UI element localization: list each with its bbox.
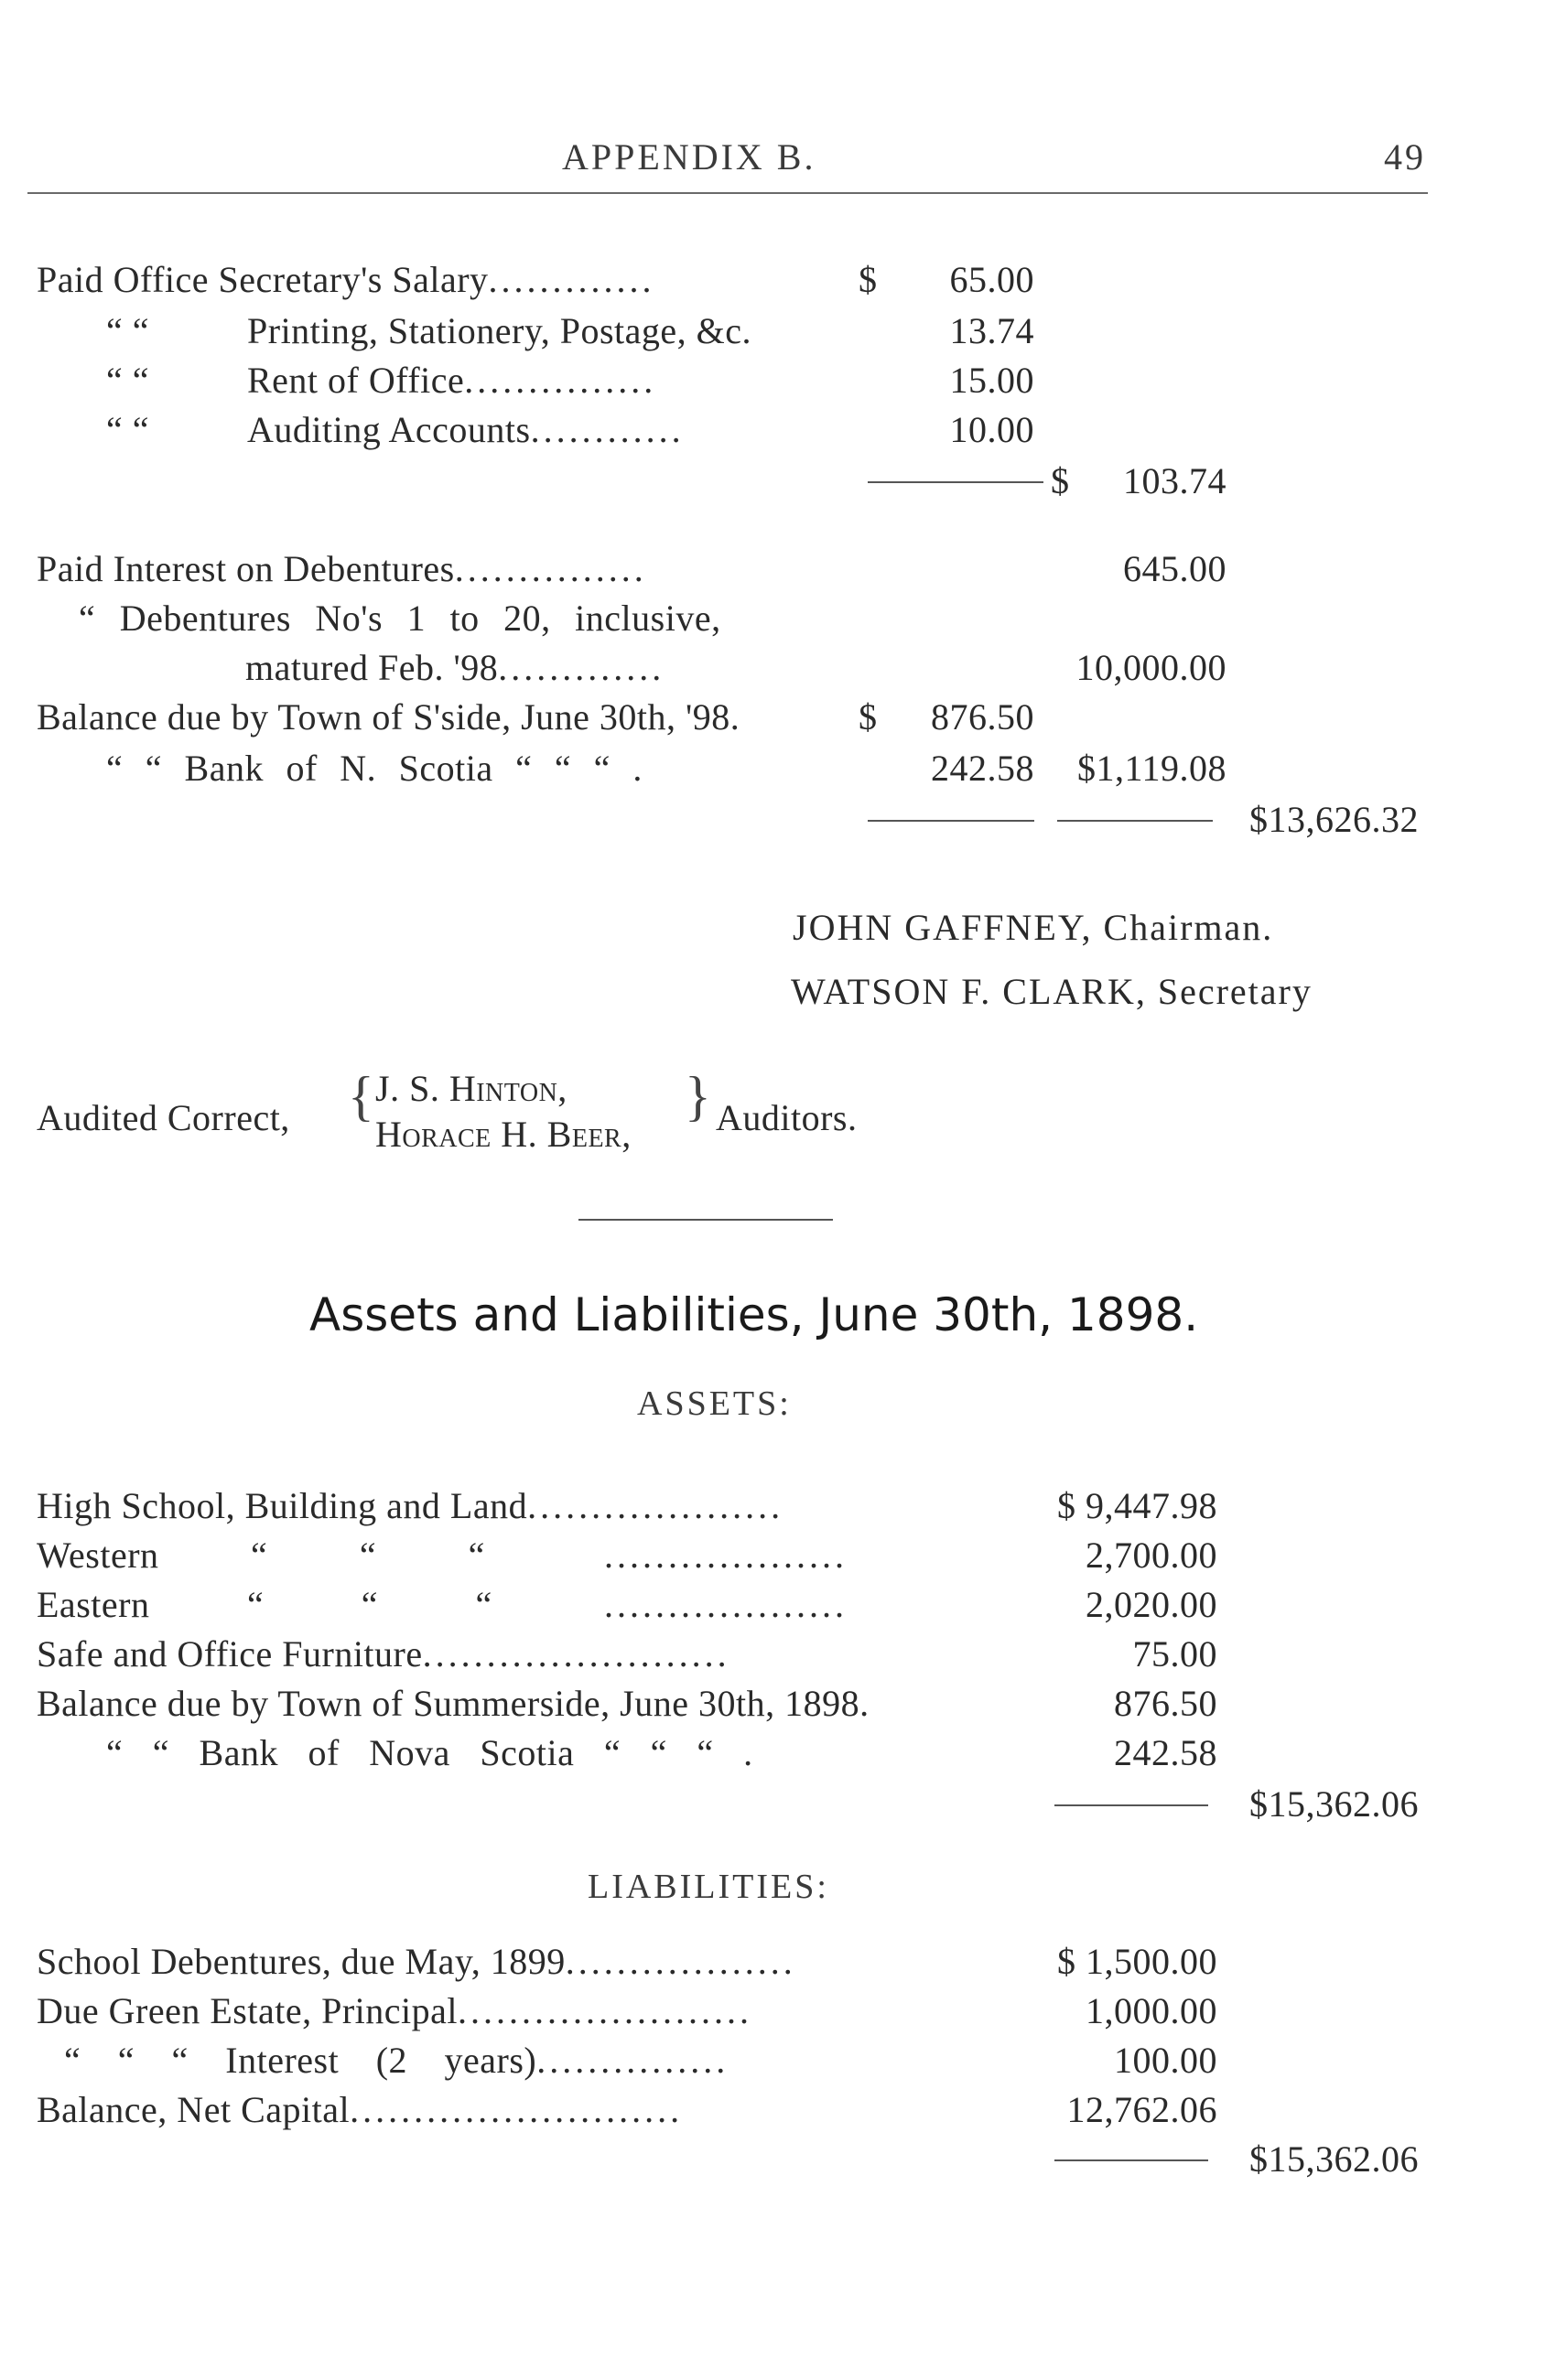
- chairman-signature: JOHN GAFFNEY, Chairman.: [793, 907, 1274, 948]
- expense-row-text: [247, 408, 685, 451]
- liability-item: [64, 2039, 729, 2082]
- subtotal-rule: [868, 481, 1043, 483]
- balance-town-amount: 876.50: [931, 696, 1034, 738]
- liability-amount: 12,762.06: [1066, 2089, 1217, 2130]
- audited-correct-label: Audited Correct,: [37, 1097, 290, 1138]
- liability-amount: 1,000.00: [1086, 1990, 1217, 2031]
- balance-bank-label: “ “ Bank of N. Scotia “ “ “ .: [106, 748, 643, 789]
- asset-label: Eastern “ “ “: [37, 1584, 492, 1625]
- asset-label: Safe and Office Furniture: [37, 1633, 423, 1675]
- ditto-marks: “ “: [106, 409, 150, 450]
- asset-amount: 242.58: [1114, 1732, 1217, 1773]
- leader-dots: ...................: [604, 1584, 848, 1625]
- leader-dots: ..................: [565, 1941, 796, 1982]
- assets-total: $15,362.06: [1249, 1783, 1419, 1825]
- auditors-label: Auditors.: [716, 1097, 858, 1138]
- debentures-line-2: matured Feb. '98.............: [245, 647, 665, 688]
- leader-dots: .............: [488, 259, 655, 300]
- column-rule: [1054, 1804, 1208, 1806]
- balance-bank-amount: 242.58: [931, 748, 1034, 789]
- liability-label: Due Green Estate, Principal: [37, 1990, 459, 2031]
- leader-dots: ...............: [454, 548, 647, 589]
- dollar-sign: $: [1051, 460, 1070, 501]
- interest-label: Paid Interest on Debentures: [37, 548, 455, 589]
- dollar-sign: $: [859, 696, 878, 738]
- expense-label: Printing, Stationery, Postage, &c.: [247, 310, 752, 351]
- asset-item: [37, 1632, 730, 1675]
- asset-amount: 75.00: [1132, 1633, 1217, 1675]
- asset-label: Western “ “ “: [37, 1535, 485, 1576]
- debentures-amount: 10,000.00: [1075, 647, 1226, 688]
- section-divider: [578, 1219, 833, 1221]
- interest-row: [37, 547, 647, 590]
- liability-amount: $ 1,500.00: [1057, 1941, 1217, 1982]
- leader-dots: ...............: [536, 2040, 729, 2081]
- expense-label: Rent of Office: [247, 360, 465, 401]
- expense-row-text: [247, 359, 656, 402]
- header-rule: [27, 192, 1428, 194]
- expense-amount: 13.74: [949, 310, 1034, 351]
- leader-dots: ........................: [422, 1633, 730, 1675]
- dollar-sign: $: [859, 259, 878, 300]
- right-brace: }: [685, 1066, 711, 1126]
- running-header: APPENDIX B.: [562, 136, 816, 178]
- asset-amount: 2,020.00: [1086, 1584, 1217, 1625]
- expenses-total: 103.74: [1123, 460, 1226, 501]
- leader-dots: .......................: [458, 1990, 753, 2031]
- asset-label: High School, Building and Land: [37, 1485, 528, 1526]
- page-number: 49: [1384, 136, 1426, 178]
- interest-amount: 645.00: [1123, 548, 1226, 589]
- left-brace: {: [348, 1066, 374, 1126]
- liability-item: [37, 1940, 796, 1983]
- secretary-signature: WATSON F. CLARK, Secretary: [791, 971, 1313, 1012]
- leader-dots: ..........................: [350, 2089, 684, 2130]
- column-rule: [868, 820, 1034, 822]
- asset-amount: 876.50: [1114, 1683, 1217, 1724]
- liability-label: Balance, Net Capital: [37, 2089, 351, 2130]
- expense-prefix: Paid Office: [37, 259, 210, 300]
- auditor-name: Horace H. Beer,: [375, 1114, 632, 1155]
- liabilities-total: $15,362.06: [1249, 2138, 1419, 2180]
- column-rule: [1054, 2159, 1208, 2161]
- liability-item: [37, 1989, 752, 2032]
- grand-total: $13,626.32: [1249, 799, 1419, 840]
- liability-label: “ “ “ Interest (2 years): [64, 2040, 537, 2081]
- asset-amount: $ 9,447.98: [1057, 1485, 1217, 1526]
- leader-dots: ...................: [604, 1535, 848, 1576]
- balance-town-label: Balance due by Town of S'side, June 30th, '98.: [37, 696, 740, 738]
- ditto-marks: “ “: [106, 310, 150, 351]
- liability-amount: 100.00: [1114, 2040, 1217, 2081]
- ditto-marks: “ “: [106, 360, 150, 401]
- auditor-name: J. S. Hinton,: [375, 1068, 567, 1109]
- liabilities-heading: LIABILITIES:: [588, 1868, 829, 1906]
- leader-dots: ............: [530, 409, 685, 450]
- balance-subtotal: $1,119.08: [1076, 748, 1226, 789]
- leader-dots: .............: [498, 647, 665, 688]
- debentures-line-1: “ Debentures No's 1 to 20, inclusive,: [79, 598, 721, 639]
- asset-label: “ “ Bank of Nova Scotia “ “ “ .: [106, 1732, 753, 1773]
- column-rule: [1057, 820, 1213, 822]
- asset-label: Balance due by Town of Summerside, June 30th, 1898.: [37, 1683, 870, 1724]
- assets-heading: ASSETS:: [637, 1384, 792, 1423]
- expense-amount: 10.00: [949, 409, 1034, 450]
- expense-row: [37, 258, 655, 301]
- asset-amount: 2,700.00: [1086, 1535, 1217, 1576]
- expense-amount: 65.00: [949, 259, 1034, 300]
- expense-label: Secretary's Salary: [218, 259, 489, 300]
- leader-dots: ....................: [527, 1485, 784, 1526]
- expense-label: Auditing Accounts: [247, 409, 531, 450]
- liability-item: [37, 2088, 683, 2131]
- asset-item: [37, 1484, 783, 1527]
- liability-label: School Debentures, due May, 1899: [37, 1941, 566, 1982]
- leader-dots: ...............: [464, 360, 657, 401]
- expense-amount: 15.00: [949, 360, 1034, 401]
- section-title: Assets and Liabilities, June 30th, 1898.: [309, 1288, 1199, 1341]
